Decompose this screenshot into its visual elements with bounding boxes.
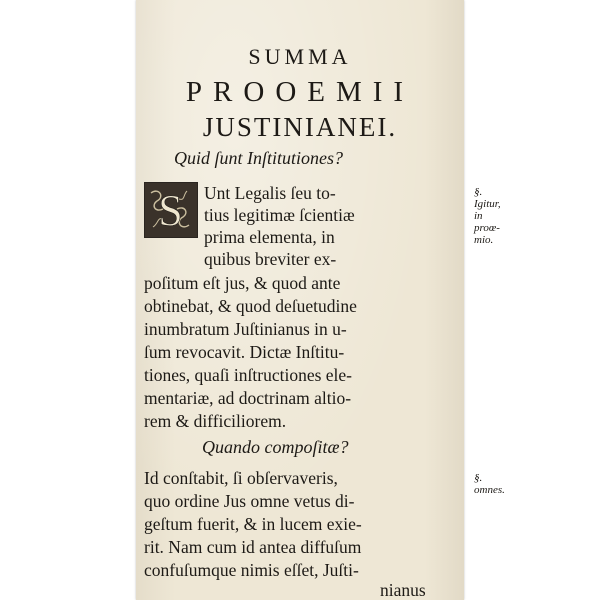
section-2-line: confuſumque nimis eſſet, Juſti- (144, 560, 359, 580)
drop-cap-ornament-icon (145, 183, 196, 236)
section-1-heading: Quid ſunt Inſtitutiones? (174, 148, 343, 168)
section-1-line: Unt Legalis ſeu to- (204, 183, 336, 203)
section-1-line: obtinebat, & quod deſuetudine (144, 296, 357, 316)
margin-note-2: §. omnes. (474, 472, 505, 496)
section-1-line: poſitum eſt jus, & quod ante (144, 273, 341, 293)
section-1-line: rem & difficiliorem. (144, 411, 287, 431)
section-1-line: quibus breviter ex- (204, 249, 337, 269)
section-2-line: Id conſtabit, ſi obſervaveris, (144, 468, 338, 488)
section-1-line: inumbratum Juſtinianus in u- (144, 319, 347, 339)
section-2-heading: Quando compoſitæ? (202, 437, 349, 457)
section-1-line: prima elementa, in (204, 227, 335, 247)
section-2-line: rit. Nam cum id antea diffuſum (144, 537, 362, 557)
title-line-2: PROOEMII (185, 76, 415, 108)
ornamental-drop-cap (144, 182, 198, 238)
margin-note-1: §. Igitur, in proœ- mio. (474, 186, 501, 246)
title-line-1: SUMMA (248, 44, 352, 69)
section-2-line: quo ordine Jus omne vetus di- (144, 491, 355, 511)
svg-text:S: S (158, 186, 183, 235)
section-1-line: tiones, quaſi inſtructiones ele- (144, 365, 353, 385)
section-1-line: tius legitimæ ſcientiæ (204, 205, 355, 225)
section-1-line: ſum revocavit. Dictæ Inſtitu- (144, 342, 345, 362)
section-2-line: geſtum fuerit, & in lucem exie- (144, 514, 362, 534)
section-2-line: nianus (380, 580, 426, 600)
section-1-line: mentariæ, ad doctrinam altio- (144, 388, 352, 408)
book-page (136, 0, 505, 600)
title-line-3: JUSTINIANEI. (202, 112, 398, 142)
